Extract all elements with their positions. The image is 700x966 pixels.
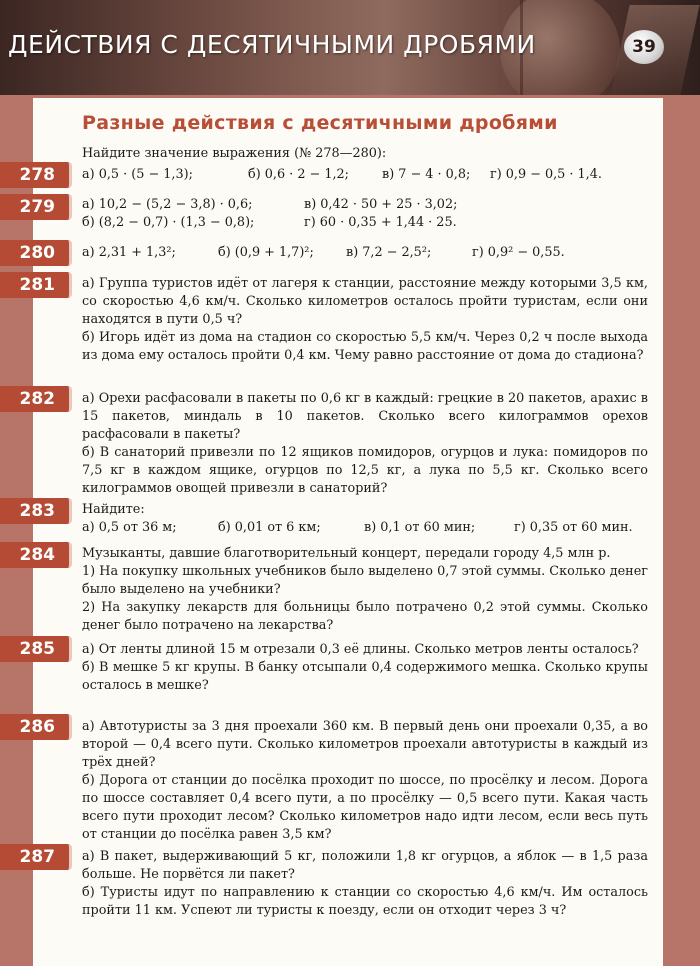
- problem-number-badge: 278: [0, 162, 72, 188]
- problem-part: а) Автотуристы за 3 дня проехали 360 км. В первый день они проехали 0,35, а во второй — 0,4 всего пути. Сколько километров проехали автотуристы в каждый из трёх дней?: [82, 719, 648, 770]
- problem-part: а) Группа туристов идёт от лагеря к станции, расстояние между которыми 3,5 км, со скоростью 4,6 км/ч. Сколько километров осталось пройти туристам, если они находятся в пути 0,5 ч?: [82, 276, 648, 327]
- page-number: 39: [624, 30, 664, 64]
- expression: а) 10,2 − (5,2 − 3,8) · 0,6;: [82, 197, 253, 212]
- chapter-title: ДЕЙСТВИЯ С ДЕСЯТИЧНЫМИ ДРОБЯМИ: [8, 30, 536, 59]
- problem-part: 2) На закупку лекарств для больницы было потрачено 0,2 этой суммы. Сколько денег было потрачено на лекарства?: [82, 600, 648, 633]
- expression: а) 0,5 · (5 − 1,3);: [82, 167, 193, 182]
- problem-number-badge: 280: [0, 240, 72, 266]
- problem-number-badge: 286: [0, 714, 72, 740]
- expression: а) 2,31 + 1,3²;: [82, 245, 176, 260]
- page-header: [0, 0, 700, 95]
- problem-part: б) Игорь идёт из дома на стадион со скоростью 5,5 км/ч. Через 0,2 ч после выхода из дома ему осталось пройти 0,4 км. Чему равно расстояние от дома до стадиона?: [82, 330, 648, 363]
- expression: б) 0,01 от 6 км;: [218, 520, 321, 535]
- problem-text: [82, 275, 648, 365]
- expression: г) 0,9² − 0,55.: [472, 245, 565, 260]
- problem-part: а) В пакет, выдерживающий 5 кг, положили 1,8 кг огурцов, а яблок — в 1,5 раза больше. Не порвётся ли пакет?: [82, 849, 648, 882]
- expression: г) 0,9 − 0,5 · 1,4.: [490, 167, 602, 182]
- problem-part: а) От ленты длиной 15 м отрезали 0,3 её длины. Сколько метров ленты осталось?: [82, 642, 639, 657]
- problem-text: [82, 641, 648, 695]
- problem-part: 1) На покупку школьных учебников было выделено 0,7 этой суммы. Сколько денег было выделено на учебники?: [82, 564, 648, 597]
- expression: в) 7,2 − 2,5²;: [346, 245, 432, 260]
- problem-part: а) Орехи расфасовали в пакеты по 0,6 кг в каждый: грецкие в 20 пакетов, арахис в 15 пакетов, миндаль в 10 пакетов. Сколько всего килограммов орехов расфасовали в пакеты?: [82, 391, 648, 442]
- problem-part: б) В мешке 5 кг крупы. В банку отсыпали 0,4 содержимого мешка. Сколько крупы осталось в мешке?: [82, 660, 648, 693]
- expression: в) 0,42 · 50 + 25 · 3,02;: [304, 197, 458, 212]
- problem-text: [82, 545, 648, 635]
- expression: в) 7 − 4 · 0,8;: [382, 167, 471, 182]
- problem-part: б) Дорога от станции до посёлка проходит по шоссе, по просёлку и лесом. Дорога по шоссе составляет 0,4 всего пути, а по просёлку — 0,5 всего пути. Какая часть всего пути проходит лесом? Сколько километров надо идти лесом, если весь путь от станции до посёлка равен 3,5 км?: [82, 773, 648, 842]
- problem-part: б) В санаторий привезли по 12 ящиков помидоров, огурцов и лука: помидоров по 7,5 кг в каждом ящике, огурцов по 12,5 кг, а лука по 5,5 кг. Сколько всего килограммов овощей привезли в санаторий?: [82, 445, 648, 496]
- expression: б) (0,9 + 1,7)²;: [218, 245, 314, 260]
- problem-number-badge: 287: [0, 844, 72, 870]
- problem-number-badge: 282: [0, 386, 72, 412]
- expression: г) 0,35 от 60 мин.: [514, 520, 633, 535]
- section-title: Разные действия с десятичными дробями: [82, 112, 558, 134]
- problem-number-badge: 284: [0, 542, 72, 568]
- problem-heading: Найдите:: [82, 502, 145, 517]
- problem-text: [82, 848, 648, 920]
- instructions: Найдите значение выражения (№ 278—280):: [82, 146, 387, 161]
- problem-number-badge: 279: [0, 194, 72, 220]
- problem-part: б) Туристы идут по направлению к станции со скоростью 4,6 км/ч. Им осталось пройти 11 км. Успеют ли туристы к поезду, если он отходит через 3 ч?: [82, 885, 648, 918]
- problem-text: [82, 390, 648, 498]
- problem-part: Музыканты, давшие благотворительный концерт, передали городу 4,5 млн р.: [82, 546, 611, 561]
- problem-number-badge: 283: [0, 498, 72, 524]
- problem-number-badge: 281: [0, 272, 72, 298]
- expression: б) (8,2 − 0,7) · (1,3 − 0,8);: [82, 215, 255, 230]
- expression: а) 0,5 от 36 м;: [82, 520, 177, 535]
- expression: б) 0,6 · 2 − 1,2;: [248, 167, 349, 182]
- expression: г) 60 · 0,35 + 1,44 · 25.: [304, 215, 457, 230]
- problem-text: [82, 718, 648, 844]
- expression: в) 0,1 от 60 мин;: [364, 520, 476, 535]
- problem-number-badge: 285: [0, 636, 72, 662]
